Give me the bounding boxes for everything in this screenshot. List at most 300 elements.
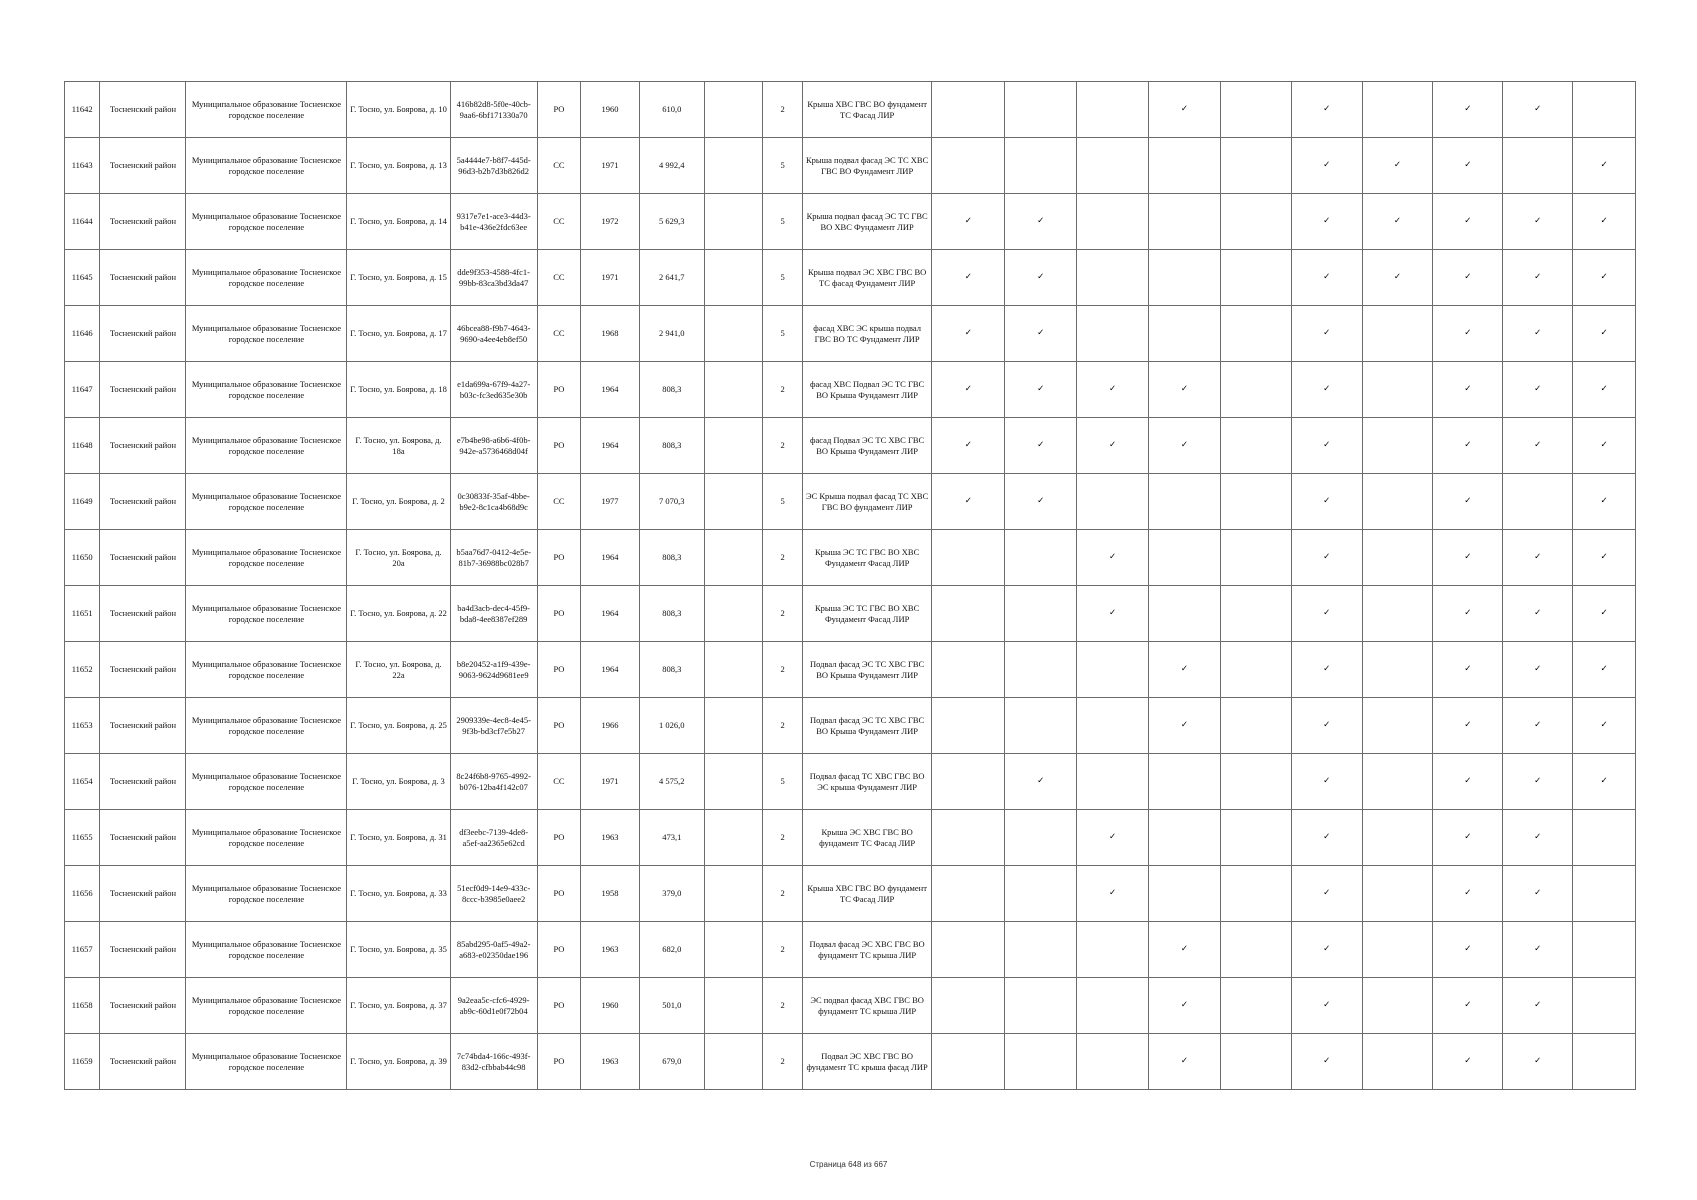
- building-type-cell: РО: [537, 866, 581, 922]
- checkmark-icon: ✓: [1291, 306, 1362, 362]
- blank-check-cell: [1503, 474, 1573, 530]
- floor-count-cell: 2: [763, 362, 802, 418]
- municipality-name-cell: Муниципальное образование Тосненское городское поселение: [186, 754, 347, 810]
- checkmark-icon: ✓: [1433, 530, 1503, 586]
- blank-check-cell: [932, 1034, 1005, 1090]
- blank-check-cell: [1362, 810, 1433, 866]
- blank-check-cell: [932, 642, 1005, 698]
- building-type-cell: РО: [537, 586, 581, 642]
- address-cell: Г. Тосно, ул. Боярова, д. 22: [347, 586, 450, 642]
- checkmark-icon: ✓: [1005, 194, 1077, 250]
- blank-check-cell: [1220, 586, 1291, 642]
- municipality-name-cell: Муниципальное образование Тосненское городское поселение: [186, 306, 347, 362]
- checkmark-icon: ✓: [1503, 754, 1573, 810]
- blank-check-cell: [1573, 82, 1636, 138]
- checkmark-icon: ✓: [1291, 642, 1362, 698]
- checkmark-icon: ✓: [1005, 250, 1077, 306]
- checkmark-icon: ✓: [1573, 362, 1636, 418]
- address-cell: Г. Тосно, ул. Боярова, д. 14: [347, 194, 450, 250]
- blank-cell: [704, 586, 763, 642]
- works-list-cell: Крыша ХВС ГВС ВО фундамент ТС Фасад ЛИР: [802, 82, 932, 138]
- works-list-cell: фасад ХВС ЭС крыша подвал ГВС ВО ТС Фундамент ЛИР: [802, 306, 932, 362]
- checkmark-icon: ✓: [1573, 474, 1636, 530]
- house-guid-cell: 416b82d8-5f0e-40cb-9aa6-6bf171330a70: [450, 82, 537, 138]
- address-cell: Г. Тосно, ул. Боярова, д. 13: [347, 138, 450, 194]
- total-area-cell: 7 070,3: [639, 474, 704, 530]
- blank-cell: [704, 866, 763, 922]
- blank-cell: [704, 642, 763, 698]
- floor-count-cell: 5: [763, 474, 802, 530]
- total-area-cell: 808,3: [639, 362, 704, 418]
- checkmark-icon: ✓: [1503, 362, 1573, 418]
- municipality-name-cell: Муниципальное образование Тосненское городское поселение: [186, 810, 347, 866]
- house-guid-cell: df3eebc-7139-4de8-a5ef-aa2365e62cd: [450, 810, 537, 866]
- municipality-name-cell: Муниципальное образование Тосненское городское поселение: [186, 642, 347, 698]
- building-type-cell: СС: [537, 194, 581, 250]
- house-guid-cell: 9a2eaa5c-cfc6-4929-ab9c-60d1e0f72b04: [450, 978, 537, 1034]
- building-type-cell: РО: [537, 362, 581, 418]
- checkmark-icon: ✓: [1503, 810, 1573, 866]
- checkmark-icon: ✓: [1573, 586, 1636, 642]
- building-type-cell: РО: [537, 978, 581, 1034]
- checkmark-icon: ✓: [1291, 250, 1362, 306]
- house-guid-cell: 51ecf0d9-14e9-433c-8ccc-b3985e0aee2: [450, 866, 537, 922]
- checkmark-icon: ✓: [1077, 362, 1149, 418]
- checkmark-icon: ✓: [1433, 1034, 1503, 1090]
- build-year-cell: 1964: [581, 418, 640, 474]
- floor-count-cell: 2: [763, 82, 802, 138]
- blank-check-cell: [1005, 586, 1077, 642]
- blank-cell: [704, 754, 763, 810]
- floor-count-cell: 5: [763, 138, 802, 194]
- build-year-cell: 1977: [581, 474, 640, 530]
- address-cell: Г. Тосно, ул. Боярова, д. 3: [347, 754, 450, 810]
- blank-cell: [704, 1034, 763, 1090]
- blank-cell: [704, 530, 763, 586]
- row-number-cell: 11657: [65, 922, 100, 978]
- table-row: [65, 1034, 1636, 1090]
- checkmark-icon: ✓: [1291, 978, 1362, 1034]
- district-name-cell: Тосненский район: [100, 306, 186, 362]
- blank-check-cell: [1005, 82, 1077, 138]
- blank-check-cell: [1220, 82, 1291, 138]
- checkmark-icon: ✓: [1077, 810, 1149, 866]
- blank-check-cell: [1573, 922, 1636, 978]
- district-name-cell: Тосненский район: [100, 138, 186, 194]
- checkmark-icon: ✓: [1433, 250, 1503, 306]
- checkmark-icon: ✓: [1291, 138, 1362, 194]
- floor-count-cell: 2: [763, 418, 802, 474]
- checkmark-icon: ✓: [1291, 1034, 1362, 1090]
- total-area-cell: 808,3: [639, 586, 704, 642]
- blank-check-cell: [932, 530, 1005, 586]
- blank-check-cell: [1220, 250, 1291, 306]
- building-type-cell: РО: [537, 922, 581, 978]
- blank-check-cell: [1573, 978, 1636, 1034]
- total-area-cell: 679,0: [639, 1034, 704, 1090]
- municipality-name-cell: Муниципальное образование Тосненское городское поселение: [186, 866, 347, 922]
- works-list-cell: Подвал фасад ЭС ТС ХВС ГВС ВО Крыша Фундамент ЛИР: [802, 642, 932, 698]
- blank-check-cell: [1077, 1034, 1149, 1090]
- table-row: [65, 754, 1636, 810]
- build-year-cell: 1964: [581, 586, 640, 642]
- total-area-cell: 610,0: [639, 82, 704, 138]
- checkmark-icon: ✓: [1149, 978, 1221, 1034]
- blank-check-cell: [1362, 586, 1433, 642]
- table-row: [65, 82, 1636, 138]
- building-type-cell: СС: [537, 754, 581, 810]
- address-cell: Г. Тосно, ул. Боярова, д. 35: [347, 922, 450, 978]
- district-name-cell: Тосненский район: [100, 82, 186, 138]
- district-name-cell: Тосненский район: [100, 698, 186, 754]
- floor-count-cell: 2: [763, 922, 802, 978]
- build-year-cell: 1960: [581, 978, 640, 1034]
- blank-cell: [704, 194, 763, 250]
- checkmark-icon: ✓: [1291, 82, 1362, 138]
- blank-check-cell: [1149, 194, 1221, 250]
- blank-check-cell: [1362, 642, 1433, 698]
- building-type-cell: РО: [537, 82, 581, 138]
- checkmark-icon: ✓: [1433, 82, 1503, 138]
- checkmark-icon: ✓: [1149, 82, 1221, 138]
- total-area-cell: 4 575,2: [639, 754, 704, 810]
- checkmark-icon: ✓: [1503, 642, 1573, 698]
- row-number-cell: 11653: [65, 698, 100, 754]
- blank-check-cell: [1220, 418, 1291, 474]
- build-year-cell: 1963: [581, 1034, 640, 1090]
- row-number-cell: 11642: [65, 82, 100, 138]
- municipality-name-cell: Муниципальное образование Тосненское городское поселение: [186, 362, 347, 418]
- building-type-cell: РО: [537, 810, 581, 866]
- checkmark-icon: ✓: [1291, 530, 1362, 586]
- checkmark-icon: ✓: [1005, 754, 1077, 810]
- blank-check-cell: [1220, 306, 1291, 362]
- floor-count-cell: 5: [763, 250, 802, 306]
- row-number-cell: 11644: [65, 194, 100, 250]
- municipality-name-cell: Муниципальное образование Тосненское городское поселение: [186, 530, 347, 586]
- floor-count-cell: 2: [763, 586, 802, 642]
- checkmark-icon: ✓: [1573, 530, 1636, 586]
- checkmark-icon: ✓: [1433, 754, 1503, 810]
- building-type-cell: СС: [537, 138, 581, 194]
- row-number-cell: 11646: [65, 306, 100, 362]
- row-number-cell: 11651: [65, 586, 100, 642]
- district-name-cell: Тосненский район: [100, 194, 186, 250]
- blank-cell: [704, 810, 763, 866]
- blank-check-cell: [1077, 306, 1149, 362]
- row-number-cell: 11658: [65, 978, 100, 1034]
- works-list-cell: Крыша подвал фасад ЭС ТС ХВС ГВС ВО Фундамент ЛИР: [802, 138, 932, 194]
- blank-check-cell: [1005, 698, 1077, 754]
- row-number-cell: 11645: [65, 250, 100, 306]
- blank-cell: [704, 138, 763, 194]
- blank-check-cell: [1149, 138, 1221, 194]
- row-number-cell: 11647: [65, 362, 100, 418]
- works-list-cell: Подвал фасад ЭС ТС ХВС ГВС ВО Крыша Фундамент ЛИР: [802, 698, 932, 754]
- blank-check-cell: [1220, 474, 1291, 530]
- house-guid-cell: 9317e7e1-ace3-44d3-b41e-436e2fdc63ee: [450, 194, 537, 250]
- checkmark-icon: ✓: [1005, 418, 1077, 474]
- blank-check-cell: [1077, 754, 1149, 810]
- table-row: [65, 306, 1636, 362]
- blank-check-cell: [932, 978, 1005, 1034]
- address-cell: Г. Тосно, ул. Боярова, д. 25: [347, 698, 450, 754]
- checkmark-icon: ✓: [1503, 418, 1573, 474]
- blank-check-cell: [1573, 866, 1636, 922]
- checkmark-icon: ✓: [1433, 586, 1503, 642]
- checkmark-icon: ✓: [1433, 698, 1503, 754]
- blank-check-cell: [1362, 82, 1433, 138]
- blank-cell: [704, 922, 763, 978]
- blank-check-cell: [1077, 474, 1149, 530]
- district-name-cell: Тосненский район: [100, 978, 186, 1034]
- checkmark-icon: ✓: [1433, 810, 1503, 866]
- blank-check-cell: [1362, 362, 1433, 418]
- table-row: [65, 474, 1636, 530]
- checkmark-icon: ✓: [1573, 698, 1636, 754]
- blank-check-cell: [1077, 642, 1149, 698]
- house-guid-cell: 46bcea88-f9b7-4643-9690-a4ee4eb8ef50: [450, 306, 537, 362]
- municipality-name-cell: Муниципальное образование Тосненское городское поселение: [186, 1034, 347, 1090]
- building-type-cell: РО: [537, 642, 581, 698]
- house-guid-cell: 7c74bda4-166c-493f-83d2-cfbbab44c98: [450, 1034, 537, 1090]
- municipality-name-cell: Муниципальное образование Тосненское городское поселение: [186, 978, 347, 1034]
- checkmark-icon: ✓: [1149, 698, 1221, 754]
- checkmark-icon: ✓: [1433, 922, 1503, 978]
- blank-check-cell: [1362, 922, 1433, 978]
- build-year-cell: 1963: [581, 810, 640, 866]
- blank-check-cell: [1362, 306, 1433, 362]
- address-cell: Г. Тосно, ул. Боярова, д. 39: [347, 1034, 450, 1090]
- blank-check-cell: [1149, 250, 1221, 306]
- total-area-cell: 808,3: [639, 418, 704, 474]
- blank-check-cell: [1362, 530, 1433, 586]
- address-cell: Г. Тосно, ул. Боярова, д. 33: [347, 866, 450, 922]
- blank-check-cell: [1005, 866, 1077, 922]
- floor-count-cell: 5: [763, 194, 802, 250]
- checkmark-icon: ✓: [932, 194, 1005, 250]
- blank-check-cell: [1573, 810, 1636, 866]
- total-area-cell: 5 629,3: [639, 194, 704, 250]
- building-type-cell: РО: [537, 698, 581, 754]
- row-number-cell: 11648: [65, 418, 100, 474]
- blank-check-cell: [1149, 810, 1221, 866]
- blank-check-cell: [1077, 698, 1149, 754]
- address-cell: Г. Тосно, ул. Боярова, д. 18а: [347, 418, 450, 474]
- blank-check-cell: [1362, 698, 1433, 754]
- checkmark-icon: ✓: [1005, 362, 1077, 418]
- checkmark-icon: ✓: [1503, 978, 1573, 1034]
- house-guid-cell: ba4d3acb-dec4-45f9-bda8-4ee8387ef289: [450, 586, 537, 642]
- works-list-cell: ЭС Крыша подвал фасад ТС ХВС ГВС ВО фундамент ЛИР: [802, 474, 932, 530]
- blank-check-cell: [1362, 978, 1433, 1034]
- municipality-name-cell: Муниципальное образование Тосненское городское поселение: [186, 698, 347, 754]
- page-footer: Страница 648 из 667: [809, 1160, 888, 1169]
- blank-check-cell: [1362, 866, 1433, 922]
- checkmark-icon: ✓: [1433, 362, 1503, 418]
- address-cell: Г. Тосно, ул. Боярова, д. 17: [347, 306, 450, 362]
- checkmark-icon: ✓: [1362, 250, 1433, 306]
- address-cell: Г. Тосно, ул. Боярова, д. 2: [347, 474, 450, 530]
- works-list-cell: Крыша подвал фасад ЭС ТС ГВС ВО ХВС Фундамент ЛИР: [802, 194, 932, 250]
- blank-check-cell: [1362, 474, 1433, 530]
- row-number-cell: 11655: [65, 810, 100, 866]
- row-number-cell: 11650: [65, 530, 100, 586]
- municipality-name-cell: Муниципальное образование Тосненское городское поселение: [186, 82, 347, 138]
- total-area-cell: 4 992,4: [639, 138, 704, 194]
- district-name-cell: Тосненский район: [100, 866, 186, 922]
- blank-check-cell: [1220, 698, 1291, 754]
- table-row: [65, 250, 1636, 306]
- checkmark-icon: ✓: [1362, 194, 1433, 250]
- building-type-cell: СС: [537, 306, 581, 362]
- district-name-cell: Тосненский район: [100, 810, 186, 866]
- municipality-name-cell: Муниципальное образование Тосненское городское поселение: [186, 138, 347, 194]
- build-year-cell: 1968: [581, 306, 640, 362]
- build-year-cell: 1971: [581, 754, 640, 810]
- build-year-cell: 1958: [581, 866, 640, 922]
- checkmark-icon: ✓: [932, 362, 1005, 418]
- blank-check-cell: [1220, 922, 1291, 978]
- checkmark-icon: ✓: [1503, 306, 1573, 362]
- checkmark-icon: ✓: [1149, 362, 1221, 418]
- blank-check-cell: [1077, 922, 1149, 978]
- address-cell: Г. Тосно, ул. Боярова, д. 18: [347, 362, 450, 418]
- works-list-cell: Подвал фасад ТС ХВС ГВС ВО ЭС крыша Фундамент ЛИР: [802, 754, 932, 810]
- district-name-cell: Тосненский район: [100, 418, 186, 474]
- table-row: [65, 810, 1636, 866]
- checkmark-icon: ✓: [1503, 194, 1573, 250]
- floor-count-cell: 2: [763, 642, 802, 698]
- build-year-cell: 1960: [581, 82, 640, 138]
- checkmark-icon: ✓: [1149, 642, 1221, 698]
- build-year-cell: 1964: [581, 530, 640, 586]
- checkmark-icon: ✓: [932, 306, 1005, 362]
- row-number-cell: 11656: [65, 866, 100, 922]
- checkmark-icon: ✓: [1149, 922, 1221, 978]
- table-row: [65, 866, 1636, 922]
- blank-check-cell: [1077, 250, 1149, 306]
- blank-check-cell: [1220, 362, 1291, 418]
- table-row: [65, 698, 1636, 754]
- blank-check-cell: [1149, 530, 1221, 586]
- blank-check-cell: [1149, 586, 1221, 642]
- blank-check-cell: [932, 138, 1005, 194]
- total-area-cell: 501,0: [639, 978, 704, 1034]
- build-year-cell: 1966: [581, 698, 640, 754]
- checkmark-icon: ✓: [1149, 1034, 1221, 1090]
- blank-cell: [704, 306, 763, 362]
- floor-count-cell: 2: [763, 978, 802, 1034]
- floor-count-cell: 2: [763, 1034, 802, 1090]
- checkmark-icon: ✓: [1077, 530, 1149, 586]
- blank-cell: [704, 82, 763, 138]
- blank-check-cell: [1220, 194, 1291, 250]
- blank-check-cell: [1220, 866, 1291, 922]
- floor-count-cell: 2: [763, 866, 802, 922]
- address-cell: Г. Тосно, ул. Боярова, д. 20а: [347, 530, 450, 586]
- checkmark-icon: ✓: [1291, 810, 1362, 866]
- checkmark-icon: ✓: [1573, 138, 1636, 194]
- blank-cell: [704, 418, 763, 474]
- total-area-cell: 808,3: [639, 530, 704, 586]
- works-list-cell: ЭС подвал фасад ХВС ГВС ВО фундамент ТС крыша ЛИР: [802, 978, 932, 1034]
- works-list-cell: Крыша ХВС ГВС ВО фундамент ТС Фасад ЛИР: [802, 866, 932, 922]
- blank-cell: [704, 474, 763, 530]
- works-list-cell: фасад ХВС Подвал ЭС ТС ГВС ВО Крыша Фундамент ЛИР: [802, 362, 932, 418]
- blank-check-cell: [1077, 82, 1149, 138]
- house-guid-cell: b8e20452-a1f9-439e-9063-9624d9681ee9: [450, 642, 537, 698]
- checkmark-icon: ✓: [1433, 306, 1503, 362]
- blank-check-cell: [932, 810, 1005, 866]
- floor-count-cell: 5: [763, 754, 802, 810]
- municipality-name-cell: Муниципальное образование Тосненское городское поселение: [186, 474, 347, 530]
- checkmark-icon: ✓: [1503, 1034, 1573, 1090]
- blank-cell: [704, 362, 763, 418]
- total-area-cell: 682,0: [639, 922, 704, 978]
- checkmark-icon: ✓: [932, 418, 1005, 474]
- blank-check-cell: [932, 586, 1005, 642]
- building-type-cell: СС: [537, 474, 581, 530]
- blank-check-cell: [1220, 530, 1291, 586]
- house-guid-cell: 8c24f6b8-9765-4992-b076-12ba4f142c07: [450, 754, 537, 810]
- district-name-cell: Тосненский район: [100, 754, 186, 810]
- building-type-cell: РО: [537, 530, 581, 586]
- total-area-cell: 473,1: [639, 810, 704, 866]
- total-area-cell: 2 641,7: [639, 250, 704, 306]
- blank-check-cell: [1220, 978, 1291, 1034]
- blank-check-cell: [1077, 194, 1149, 250]
- checkmark-icon: ✓: [1291, 922, 1362, 978]
- total-area-cell: 808,3: [639, 642, 704, 698]
- table-row: [65, 922, 1636, 978]
- address-cell: Г. Тосно, ул. Боярова, д. 37: [347, 978, 450, 1034]
- blank-check-cell: [1005, 922, 1077, 978]
- blank-cell: [704, 250, 763, 306]
- table-row: [65, 194, 1636, 250]
- blank-check-cell: [932, 866, 1005, 922]
- checkmark-icon: ✓: [1503, 866, 1573, 922]
- row-number-cell: 11649: [65, 474, 100, 530]
- works-list-cell: Крыша подвал ЭС ХВС ГВС ВО ТС фасад Фундамент ЛИР: [802, 250, 932, 306]
- checkmark-icon: ✓: [1433, 474, 1503, 530]
- blank-check-cell: [932, 754, 1005, 810]
- blank-check-cell: [1149, 754, 1221, 810]
- checkmark-icon: ✓: [1503, 250, 1573, 306]
- table-row: [65, 586, 1636, 642]
- checkmark-icon: ✓: [1503, 586, 1573, 642]
- checkmark-icon: ✓: [932, 474, 1005, 530]
- floor-count-cell: 5: [763, 306, 802, 362]
- works-list-cell: Подвал фасад ЭС ХВС ГВС ВО фундамент ТС крыша ЛИР: [802, 922, 932, 978]
- municipality-name-cell: Муниципальное образование Тосненское городское поселение: [186, 922, 347, 978]
- build-year-cell: 1964: [581, 362, 640, 418]
- build-year-cell: 1971: [581, 250, 640, 306]
- checkmark-icon: ✓: [1291, 418, 1362, 474]
- floor-count-cell: 2: [763, 530, 802, 586]
- checkmark-icon: ✓: [1433, 642, 1503, 698]
- blank-check-cell: [1005, 642, 1077, 698]
- checkmark-icon: ✓: [932, 250, 1005, 306]
- blank-check-cell: [1220, 810, 1291, 866]
- checkmark-icon: ✓: [1005, 306, 1077, 362]
- register-table: [64, 81, 1636, 1090]
- blank-check-cell: [1503, 138, 1573, 194]
- checkmark-icon: ✓: [1503, 82, 1573, 138]
- table-row: [65, 418, 1636, 474]
- house-guid-cell: e7b4be98-a6b6-4f0b-942e-a5736468d04f: [450, 418, 537, 474]
- checkmark-icon: ✓: [1005, 474, 1077, 530]
